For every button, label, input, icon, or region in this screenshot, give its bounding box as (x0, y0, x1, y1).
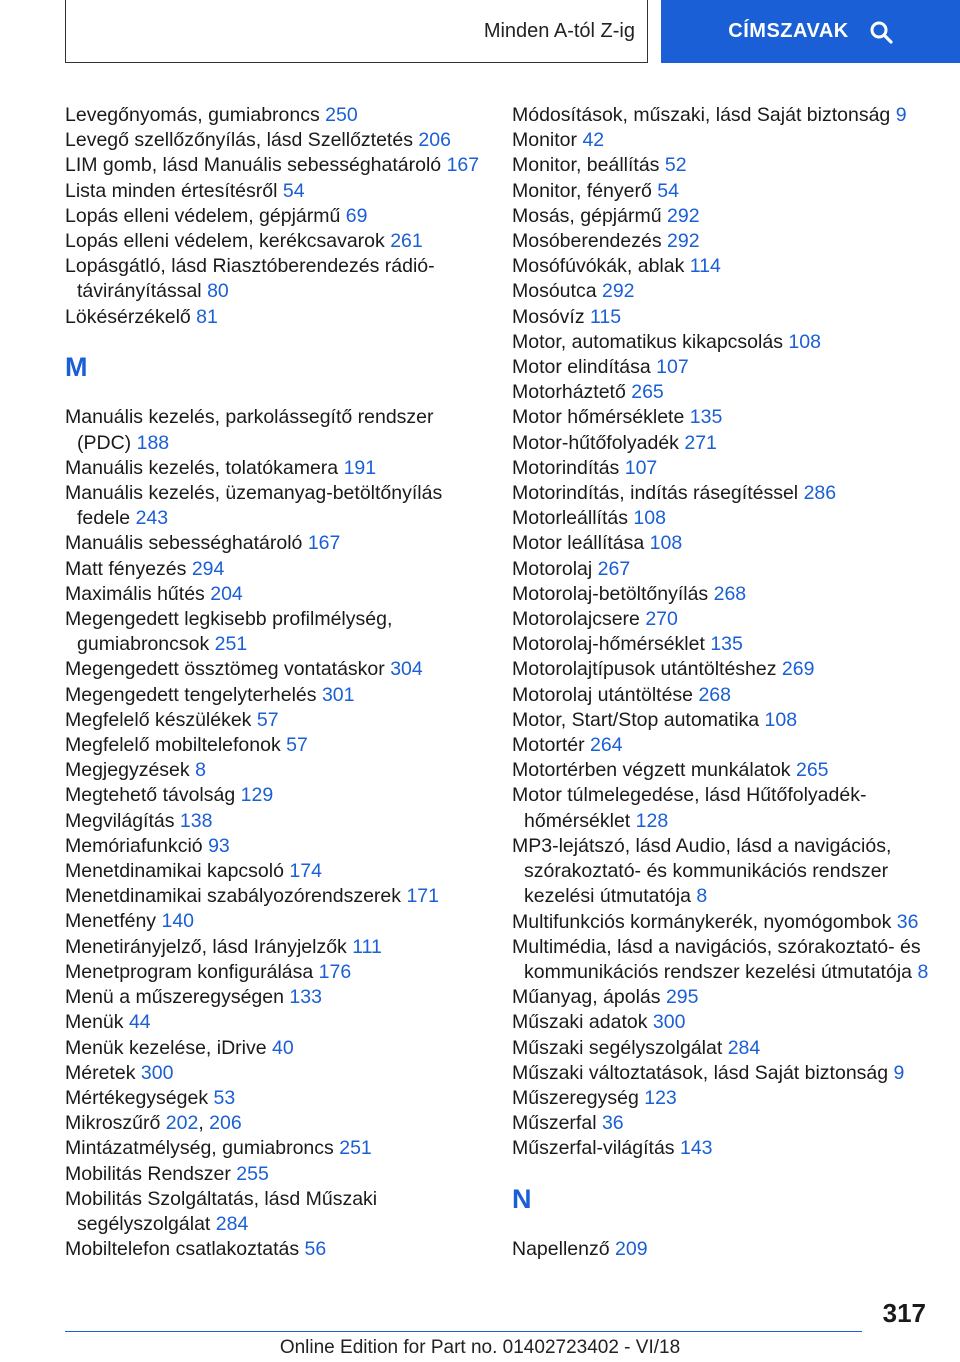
index-entry (512, 330, 937, 355)
index-term: Mobiltelefon csatlakoztatás (65, 1238, 300, 1261)
page-link[interactable]: 53 (213, 1086, 236, 1109)
index-entry (65, 1136, 485, 1161)
index-term: Megfelelő készülékek (65, 708, 252, 731)
index-term: Műszeregység (512, 1086, 639, 1109)
index-entry (512, 783, 937, 833)
index-entry (512, 355, 937, 380)
page-link[interactable]: 69 (345, 204, 368, 227)
index-entry (512, 128, 937, 153)
page-link[interactable]: 171 (406, 885, 439, 908)
page-link[interactable]: 36 (601, 1112, 624, 1135)
index-term: Lista minden értesítésről (65, 179, 278, 202)
index-entry (65, 733, 485, 758)
index-entry (512, 279, 937, 304)
index-entry (512, 456, 937, 481)
page-link[interactable]: 295 (665, 986, 699, 1009)
page-link[interactable]: 265 (631, 381, 664, 404)
index-term: Motor hőmérséklete (512, 406, 685, 429)
index-entry (65, 607, 485, 657)
footer-divider (65, 1331, 862, 1332)
page-link[interactable]: 250 (325, 104, 358, 126)
index-entry (65, 884, 485, 909)
index-entry (65, 809, 485, 834)
page-link[interactable]: 255 (236, 1162, 269, 1185)
index-entry (512, 683, 937, 708)
page-link[interactable]: 264 (590, 734, 623, 757)
page-link[interactable]: 9 (895, 104, 907, 126)
index-term: Megengedett legkisebb profilmélység, gumiabroncsok (65, 608, 393, 656)
footer-edition: Online Edition for Part no. 01402723402 - VI/18 (279, 1337, 681, 1358)
index-entry (512, 531, 937, 556)
page-link[interactable]: 8 (195, 759, 206, 782)
index-term: Mértékegységek (65, 1086, 209, 1109)
index-entry (65, 1036, 485, 1061)
page-link[interactable]: 111 (352, 935, 382, 958)
page-link[interactable]: 108 (649, 532, 683, 555)
index-term: Monitor, fényerő (512, 179, 652, 202)
index-entry (65, 1162, 485, 1187)
index-term: Megjegyzések (65, 759, 190, 782)
index-term: Mosófúvókák, ablak (512, 255, 685, 278)
page-link[interactable]: 167 (307, 532, 341, 555)
index-term: Levegő szellőzőnyílás, lásd Szellőztetés (65, 129, 413, 152)
page-link[interactable]: 267 (597, 557, 631, 580)
index-entry (65, 1061, 485, 1086)
index-term: Menetprogram konfigurálása (65, 960, 314, 983)
index-term: Manuális kezelés, tolatókamera (65, 456, 339, 479)
index-entry (65, 657, 485, 682)
index-term: Motor, Start/Stop automatika (512, 708, 760, 731)
index-entry (512, 657, 937, 682)
index-term: Maximális hűtés (65, 582, 205, 605)
index-term: Motorolajcsere (512, 608, 640, 631)
index-term: LIM gomb, lásd Manuális sebességhatároló (65, 154, 442, 177)
page-link[interactable]: 133 (289, 986, 322, 1009)
index-term: Motorolajtípusok utántöltéshez (512, 658, 777, 681)
index-term: Menü a műszeregységen (65, 986, 284, 1009)
index-entry (512, 506, 937, 531)
page-link[interactable]: 300 (140, 1061, 174, 1084)
index-term: Műanyag, ápolás (512, 986, 661, 1009)
page-link[interactable]: 8 (917, 960, 929, 983)
page-link[interactable]: 261 (390, 230, 423, 253)
index-term: Módosítások, műszaki, lásd Saját biztonság (512, 104, 891, 126)
index-entry (65, 935, 485, 960)
index-entry (512, 733, 937, 758)
page-link[interactable]: 54 (657, 179, 679, 202)
index-entry (512, 607, 937, 632)
index-term: Motor túlmelegedése, lásd Hűtőfolyadék-hőmérséklet (512, 784, 867, 832)
index-term: Motorleállítás (512, 507, 628, 530)
index-entry (512, 179, 937, 204)
index-term: Menük (65, 1011, 124, 1034)
page-link[interactable]: 292 (667, 230, 700, 253)
page-link[interactable]: 108 (633, 507, 666, 530)
page-link[interactable]: 206 (209, 1112, 242, 1135)
index-entry (512, 305, 937, 330)
page-link[interactable]: 204 (210, 582, 243, 605)
page-link[interactable]: 294 (191, 557, 225, 580)
index-term: Motorháztető (512, 381, 626, 404)
index-entry (512, 405, 937, 430)
index-term: Lopásgátló, lásd Riasztóberendezés rádió-távirányítással (65, 255, 435, 303)
index-label: CÍMSZAVAK (728, 20, 849, 42)
index-entry (512, 1111, 937, 1136)
page-link[interactable]: 138 (179, 809, 213, 832)
index-term: Lopás elleni védelem, kerékcsavarok (65, 230, 385, 253)
index-term: Motor leállítása (512, 532, 645, 555)
page-link[interactable]: 202 (165, 1112, 199, 1135)
index-entry (65, 153, 485, 178)
page-link[interactable]: 265 (795, 759, 829, 782)
index-entry (512, 153, 937, 178)
index-entry (65, 557, 485, 582)
index-term: Menetdinamikai kapcsoló (65, 860, 284, 883)
index-term: Multifunkciós kormánykerék, nyomógombok (512, 910, 892, 933)
index-term: Motorindítás (512, 456, 620, 479)
index-term: Mosás, gépjármű (512, 204, 662, 227)
page-link[interactable]: 135 (710, 633, 743, 656)
index-column-right (512, 103, 937, 1262)
page-link[interactable]: 108 (764, 708, 798, 731)
index-term: Műszerfal-világítás (512, 1137, 675, 1160)
index-term: Műszaki adatok (512, 1011, 648, 1034)
index-term: Motorolaj utántöltése (512, 683, 694, 706)
page-link[interactable]: 93 (208, 834, 230, 857)
page-link[interactable]: 270 (645, 608, 678, 631)
index-term: Mosóberendezés (512, 230, 662, 253)
index-term: Monitor (512, 129, 578, 152)
page-link[interactable]: 123 (644, 1086, 677, 1109)
index-term: Manuális sebességhatároló (65, 532, 303, 555)
page-link[interactable]: 301 (321, 683, 355, 706)
index-term: Motorolaj (512, 557, 593, 580)
index-entry (512, 1086, 937, 1111)
index-entry (512, 204, 937, 229)
index-entry (65, 531, 485, 556)
index-term: Megvilágítás (65, 809, 175, 832)
index-entry (65, 128, 485, 153)
index-entry (65, 708, 485, 733)
page-link[interactable]: 8 (696, 885, 708, 908)
index-entry (512, 910, 937, 935)
index-term: Mintázatmélység, gumiabroncs (65, 1137, 334, 1160)
page-link[interactable]: 54 (282, 179, 305, 202)
page-link[interactable]: 284 (727, 1036, 761, 1059)
index-entry (512, 632, 937, 657)
page-link[interactable]: 167 (446, 154, 480, 177)
index-term: Méretek (65, 1061, 136, 1084)
index-term: Mosóvíz (512, 305, 585, 328)
index-term: Matt fényezés (65, 557, 187, 580)
index-entry (65, 783, 485, 808)
page-link[interactable]: 286 (803, 482, 837, 505)
index-term: Motor elindítása (512, 356, 651, 379)
page-link[interactable]: 56 (304, 1238, 327, 1261)
index-term: Lopás elleni védelem, gépjármű (65, 204, 341, 227)
index-term: Motor, automatikus kikapcsolás (512, 330, 783, 353)
index-term: Műszaki változtatások, lásd Saját biztonság (512, 1061, 889, 1084)
page-link[interactable]: 81 (196, 305, 218, 328)
index-term: Megtehető távolság (65, 784, 236, 807)
index-entry (65, 481, 485, 531)
index-entry (65, 179, 485, 204)
index-entry (65, 1187, 485, 1237)
section-letter: M (65, 352, 88, 383)
index-term: Motorolaj-hőmérséklet (512, 633, 705, 656)
index-entry (512, 103, 937, 128)
index-entry (512, 557, 937, 582)
index-entry (65, 229, 485, 254)
page-link[interactable]: 209 (615, 1238, 648, 1261)
index-entry (512, 935, 937, 985)
index-term: Levegőnyomás, gumiabroncs (65, 104, 320, 126)
index-entry (512, 431, 937, 456)
page-link[interactable]: 284 (215, 1212, 249, 1235)
index-entry (512, 834, 937, 910)
index-term: Memóriafunkció (65, 834, 203, 857)
index-term: Megengedett tengelyterhelés (65, 683, 317, 706)
page-link[interactable]: 107 (656, 356, 689, 379)
page-link[interactable]: 9 (893, 1061, 905, 1084)
index-entry (65, 405, 485, 455)
page-link[interactable]: 36 (896, 910, 919, 933)
index-entry (65, 1086, 485, 1111)
index-term: Motor-hűtőfolyadék (512, 431, 679, 454)
index-term: Motorolaj-betöltőnyílás (512, 582, 709, 605)
index-column-left (65, 103, 485, 1262)
index-term: Menetdinamikai szabályozórendszerek (65, 885, 402, 908)
index-entry (512, 229, 937, 254)
page-link[interactable]: 292 (601, 280, 635, 303)
index-entry (65, 456, 485, 481)
index-term: Mikroszűrő (65, 1112, 161, 1135)
nav-a-z-label: Minden A-tól Z-ig (483, 19, 635, 42)
index-term: Megengedett össztömeg vontatáskor (65, 658, 385, 681)
page-link[interactable]: 269 (781, 658, 815, 681)
index-entry (65, 985, 485, 1010)
page-link[interactable]: 114 (689, 255, 721, 278)
index-entry (512, 758, 937, 783)
index-entry (65, 859, 485, 884)
index-entry (512, 708, 937, 733)
index-entry (512, 1036, 937, 1061)
index-entry (512, 1061, 937, 1086)
page-link[interactable]: 251 (214, 633, 248, 656)
page-link[interactable]: 40 (272, 1036, 294, 1059)
index-entry (65, 1237, 485, 1262)
index-button[interactable] (661, 0, 960, 63)
page-link[interactable]: 206 (418, 129, 451, 152)
index-entry (65, 103, 485, 128)
index-term: Motortérben végzett munkálatok (512, 759, 791, 782)
index-term: Monitor, beállítás (512, 154, 660, 177)
index-term: Napellenző (512, 1238, 610, 1261)
page-link[interactable]: 44 (128, 1011, 151, 1034)
index-term: Motorindítás, indítás rásegítéssel (512, 482, 799, 505)
page-link[interactable]: 188 (136, 431, 170, 454)
page-link[interactable]: 292 (667, 204, 700, 227)
index-entry (65, 254, 485, 304)
page-link[interactable]: 115 (590, 305, 622, 328)
index-entry (65, 305, 485, 330)
index-term: Műszerfal (512, 1112, 597, 1135)
page-link[interactable]: 268 (713, 582, 747, 605)
nav-a-z-button[interactable] (65, 0, 648, 63)
page-link[interactable]: 304 (390, 658, 423, 681)
page-link[interactable]: 57 (286, 734, 308, 757)
page-link[interactable]: 42 (582, 129, 605, 152)
index-term: Mobilitás Szolgáltatás, lásd Műszaki segélyszolgálat (65, 1187, 378, 1235)
index-term: MP3-lejátszó, lásd Audio, lásd a navigációs, szórakoztató- és kommunikációs rendszer kezelési útmutatója (512, 834, 892, 908)
page-link[interactable]: 176 (318, 960, 352, 983)
index-term: Műszaki segélyszolgálat (512, 1036, 723, 1059)
index-entry (512, 1237, 937, 1262)
index-entry (65, 582, 485, 607)
index-term: Multimédia, lásd a navigációs, szórakoztató- és kommunikációs rendszer kezelési útmutatója (512, 935, 921, 983)
index-entry (65, 1010, 485, 1035)
page-link[interactable]: 52 (664, 154, 687, 177)
index-term: Manuális kezelés, parkolássegítő rendszer (PDC) (65, 406, 434, 454)
index-term: Motortér (512, 734, 585, 757)
page-link[interactable]: 57 (256, 708, 279, 731)
search-icon[interactable] (869, 20, 893, 44)
page-link[interactable]: 108 (788, 330, 821, 353)
page-link[interactable]: 135 (689, 406, 723, 429)
index-entry (512, 1010, 937, 1035)
index-entry (512, 582, 937, 607)
page-link[interactable]: 107 (624, 456, 658, 479)
index-entry (512, 481, 937, 506)
page-link[interactable]: 243 (135, 507, 169, 530)
index-entry (65, 758, 485, 783)
page-link[interactable]: 191 (343, 456, 377, 479)
index-term: Mobilitás Rendszer (65, 1162, 231, 1185)
index-entry: Mikroszűrő 202, 206 (65, 1112, 242, 1135)
index-term: Menetfény (65, 910, 157, 933)
index-entry (512, 1136, 937, 1161)
index-entry (65, 204, 485, 229)
index-entry (65, 683, 485, 708)
page-link[interactable]: 251 (339, 1137, 372, 1160)
index-term: Manuális kezelés, üzemanyag-betöltőnyílás fedele (65, 482, 443, 530)
index-term: Menük kezelése, iDrive (65, 1036, 267, 1059)
page-link[interactable]: 268 (698, 683, 731, 706)
page-link[interactable]: 300 (652, 1011, 686, 1034)
page-link[interactable]: 128 (635, 809, 669, 832)
page-link[interactable]: 143 (679, 1137, 713, 1160)
index-entry (65, 960, 485, 985)
index-entry (512, 254, 937, 279)
index-term: Mosóutca (512, 280, 597, 303)
section-letter: N (512, 1183, 532, 1214)
index-term: Megfelelő mobiltelefonok (65, 734, 281, 757)
page-link[interactable]: 174 (289, 860, 322, 883)
page-link[interactable]: 129 (240, 784, 274, 807)
page-link[interactable]: 80 (207, 280, 229, 303)
index-entry (65, 909, 485, 934)
page-number: 317 (882, 1298, 926, 1328)
index-entry (512, 380, 937, 405)
index-entry (65, 834, 485, 859)
page-link[interactable]: 271 (684, 431, 717, 454)
index-entry (512, 985, 937, 1010)
page-link[interactable]: 140 (161, 910, 195, 933)
index-term: Menetirányjelző, lásd Irányjelzők (65, 935, 347, 958)
index-term: Lökésérzékelő (65, 305, 191, 328)
